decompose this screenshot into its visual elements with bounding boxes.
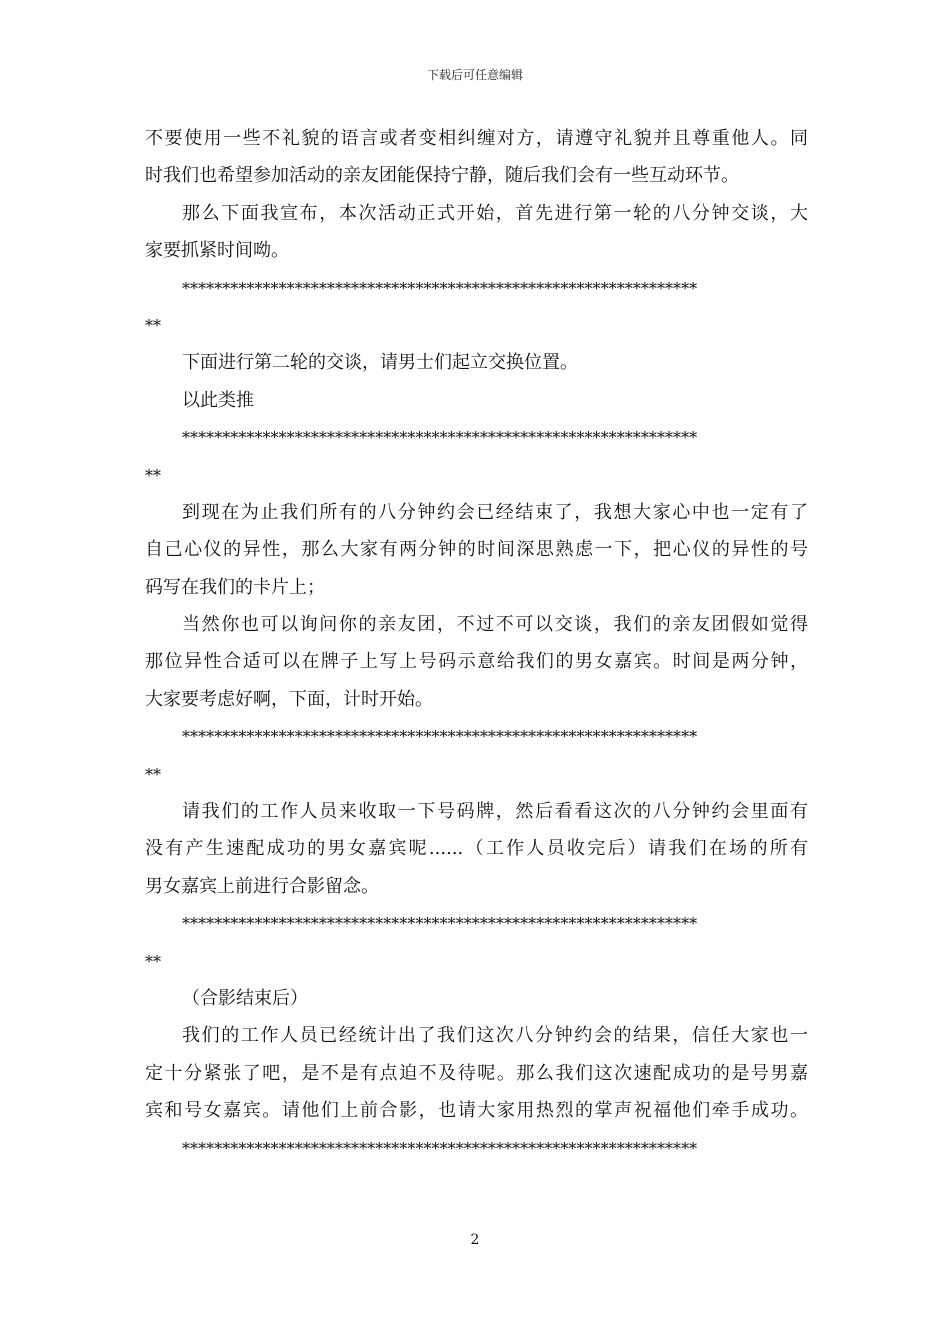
document-body: [145, 120, 808, 1167]
separator-line: ****************************************************************: [182, 428, 698, 448]
page-number: 2: [470, 1232, 480, 1248]
text-line: 我们的工作人员已经统计出了我们这次八分钟约会的结果，信任大家也一: [182, 1025, 808, 1047]
page-header: 下载后可任意编辑: [426, 68, 523, 82]
separator-line: ****************************************************************: [182, 1138, 698, 1158]
text-line: 那么下面我宣布，本次活动正式开始，首先进行第一轮的八分钟交谈，大: [182, 202, 808, 224]
separator-line: ****************************************************************: [182, 727, 698, 747]
text-line: 宾和号女嘉宾。请他们上前合影，也请大家用热烈的掌声祝福他们牵手成功。: [145, 1100, 808, 1122]
text-line: 家要抓紧时间呦。: [145, 240, 289, 262]
separator-line: ****************************************************************: [182, 914, 698, 934]
text-line: 码写在我们的卡片上；: [145, 576, 325, 598]
text-line: （合影结束后）: [182, 987, 308, 1009]
text-line: 自己心仪的异性，那么大家有两分钟的时间深思熟虑一下，把心仪的异性的号: [145, 539, 808, 561]
separator-line: **: [145, 764, 162, 784]
text-line: 以此类推: [182, 389, 254, 411]
text-line: 请我们的工作人员来收取一下号码牌，然后看看这次的八分钟约会里面有: [182, 801, 808, 823]
text-line: 不要使用一些不礼貌的语言或者变相纠缠对方，请遵守礼貌并且尊重他人。同: [145, 128, 808, 149]
separator-line: **: [145, 315, 162, 335]
text-line: 时我们也希望参加活动的亲友团能保持宁静，随后我们会有一些互动环节。: [145, 165, 739, 187]
text-line: 那位异性合适可以在牌子上写上号码示意给我们的男女嘉宾。时间是两分钟，: [145, 651, 808, 673]
separator-line: **: [145, 465, 162, 485]
separator-line: ****************************************************************: [182, 278, 698, 298]
text-line: 到现在为止我们所有的八分钟约会已经结束了，我想大家心中也一定有了: [182, 501, 808, 523]
text-line: 下面进行第二轮的交谈，请男士们起立交换位置。: [182, 352, 578, 374]
text-line: 大家要考虑好啊，下面，计时开始。: [145, 688, 433, 710]
separator-line: **: [145, 951, 162, 971]
text-line: 没有产生速配成功的男女嘉宾呢......（工作人员收完后）请我们在场的所有: [145, 838, 808, 860]
text-line: 当然你也可以询问你的亲友团，不过不可以交谈，我们的亲友团假如觉得: [182, 614, 808, 636]
text-line: 定十分紧张了吧，是不是有点迫不及待呢。那么我们这次速配成功的是号男嘉: [145, 1062, 808, 1084]
text-line: 男女嘉宾上前进行合影留念。: [145, 875, 379, 897]
